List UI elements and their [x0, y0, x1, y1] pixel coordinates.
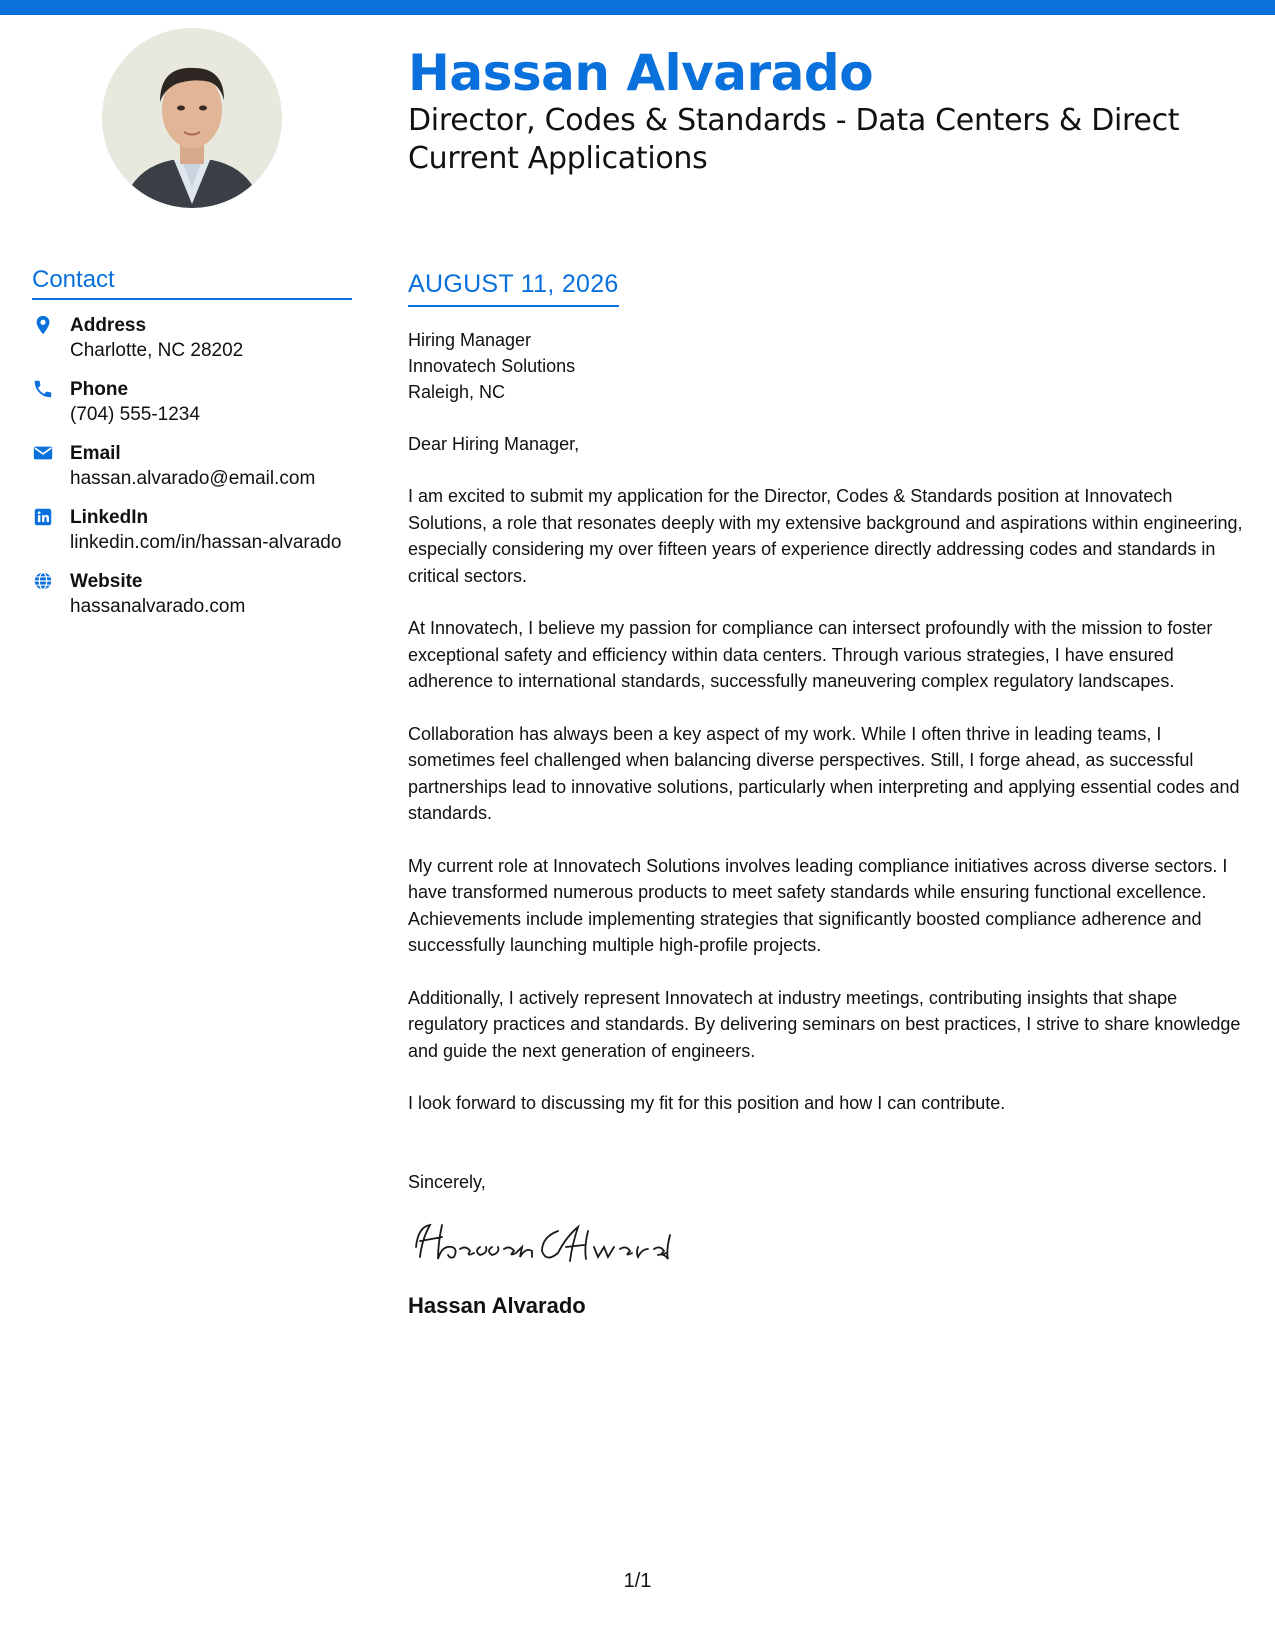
contact-value: hassanalvarado.com	[70, 596, 246, 617]
top-accent-bar	[0, 0, 1275, 15]
letter-paragraph: At Innovatech, I believe my passion for compliance can intersect profoundly with the mission to foster exceptional safety and efficiency within data centers. Through various strategies, I have ensured adherence to international standards, successfully maneuvering complex regulatory landscapes.	[408, 618, 1213, 691]
letter-paragraph: I look forward to discussing my fit for this position and how I can contribute.	[408, 1093, 1006, 1113]
contact-label: Email	[70, 443, 121, 464]
letter-paragraph: Additionally, I actively represent Innovatech at industry meetings, contributing insights that shape regulatory practices and standards. By delivering seminars on best practices, I strive to share knowledge and guide the next generation of engineers.	[408, 987, 1241, 1061]
closing: Sincerely,	[408, 1171, 486, 1192]
contact-value: linkedin.com/in/hassan-alvarado	[70, 532, 342, 553]
recipient-block	[408, 327, 1248, 405]
contact-value: hassan.alvarado@email.com	[70, 468, 316, 489]
contact-label: Website	[70, 571, 143, 592]
linkedin-icon	[32, 506, 56, 530]
letter-paragraph: Collaboration has always been a key aspect of my work. While I often thrive in leading teams, I sometimes feel challenged when balancing diverse perspectives. Still, I forge ahead, as successful partnerships lead to innovative solutions, particularly when interpreting and applying essential codes and standards.	[408, 723, 1240, 823]
salutation: Dear Hiring Manager,	[408, 434, 580, 454]
contact-item-linkedin	[32, 506, 352, 556]
contact-value: Charlotte, NC 28202	[70, 340, 244, 361]
contact-label: Address	[70, 315, 147, 336]
letter-body	[408, 270, 1248, 1319]
recipient-line: Hiring Manager	[408, 330, 532, 350]
job-title: Director, Codes & Standards - Data Centers & Direct Current Applications	[408, 103, 1180, 176]
contact-label: LinkedIn	[70, 507, 149, 528]
globe-icon	[32, 570, 56, 594]
contact-value: (704) 555-1234	[70, 404, 200, 425]
profile-photo	[102, 28, 282, 208]
letter-paragraph: I am excited to submit my application for the Director, Codes & Standards position at Innovatech Solutions, a role that resonates deeply with my extensive background and aspirations within engineering, especially considering my over fifteen years of experience directly addressing codes and standards in critical sectors.	[408, 486, 1243, 586]
signed-name: Hassan Alvarado	[408, 1292, 586, 1318]
letter-date: AUGUST 11, 2026	[408, 270, 619, 307]
envelope-icon	[32, 442, 56, 466]
contact-item-phone	[32, 378, 352, 428]
handwritten-signature	[408, 1217, 1248, 1273]
page-number: 1/1	[623, 1570, 652, 1592]
map-pin-icon	[32, 314, 56, 338]
avatar	[102, 28, 282, 208]
contact-item-email	[32, 442, 352, 492]
contact-item-address	[32, 314, 352, 364]
contact-sidebar	[32, 266, 352, 634]
applicant-name: Hassan Alvarado	[408, 44, 874, 102]
contact-item-website	[32, 570, 352, 620]
contact-heading: Contact	[32, 266, 352, 300]
letter-paragraph: My current role at Innovatech Solutions involves leading compliance initiatives across diverse sectors. I have transformed numerous products to meet safety standards while ensuring functional excellence. Achievements include implementing strategies that significantly boosted compliance adherence and successfully launching multiple high-profile projects.	[408, 855, 1228, 955]
recipient-line: Raleigh, NC	[408, 382, 506, 402]
phone-icon	[32, 378, 56, 402]
contact-label: Phone	[70, 379, 129, 400]
recipient-line: Innovatech Solutions	[408, 356, 576, 376]
contact-list	[32, 314, 352, 620]
